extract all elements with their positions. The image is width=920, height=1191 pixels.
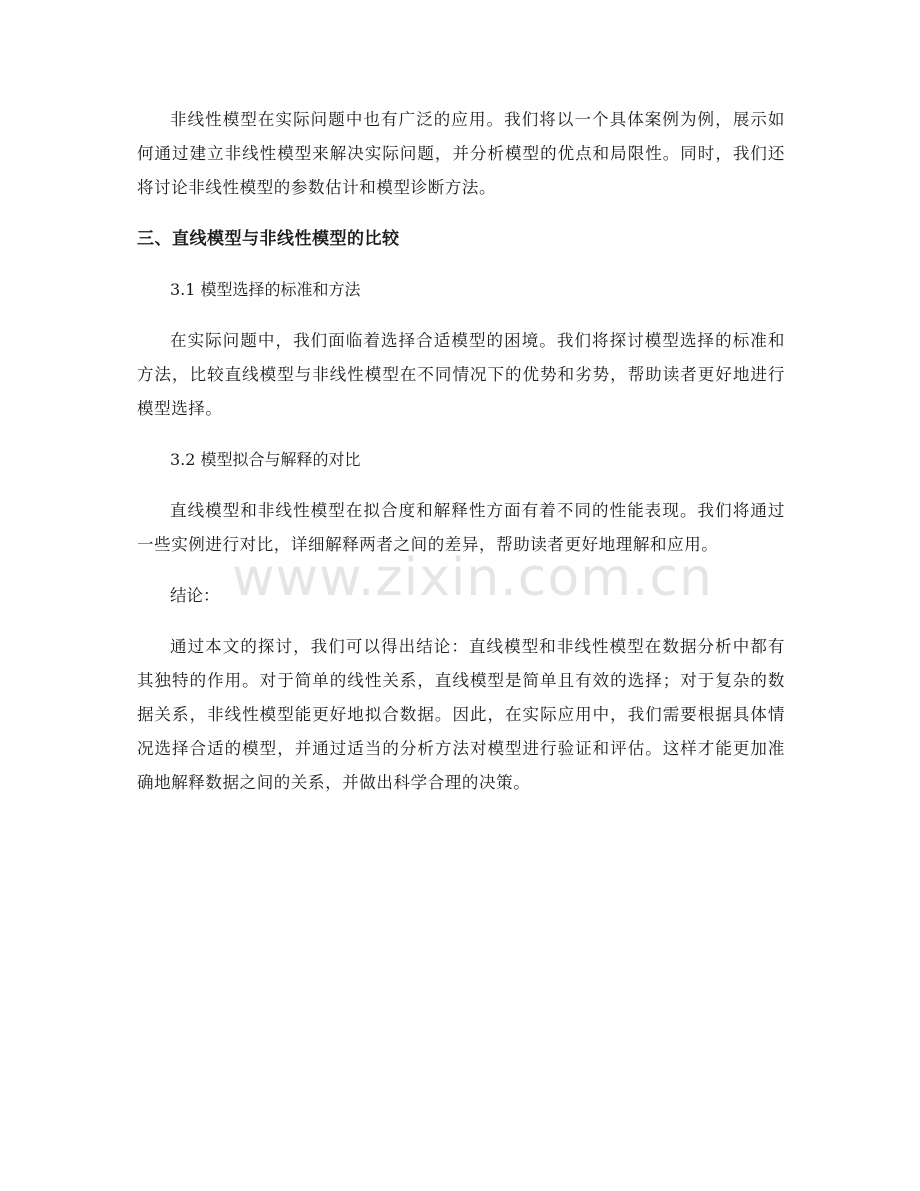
document-body	[137, 103, 785, 800]
section-3-2-heading: 3.2 模型拟合与解释的对比	[170, 450, 361, 469]
section-3-2-paragraph: 直线模型和非线性模型在拟合度和解释性方面有着不同的性能表现。我们将通过一些实例进行对比，详细解释两者之间的差异，帮助读者更好地理解和应用。	[137, 501, 785, 554]
section-3-1-heading: 3.1 模型选择的标准和方法	[170, 280, 361, 299]
intro-paragraph: 非线性模型在实际问题中也有广泛的应用。我们将以一个具体案例为例，展示如何通过建立非线性模型来解决实际问题，并分析模型的优点和局限性。同时，我们还将讨论非线性模型的参数估计和模型诊断方法。	[137, 110, 785, 197]
watermark-text: www.zixin.com.cn	[232, 548, 713, 608]
section-3-1-paragraph: 在实际问题中，我们面临着选择合适模型的困境。我们将探讨模型选择的标准和方法，比较直线模型与非线性模型在不同情况下的优势和劣势，帮助读者更好地进行模型选择。	[137, 331, 785, 418]
conclusion-label: 结论：	[170, 586, 220, 605]
section-3-heading: 三、直线模型与非线性模型的比较	[137, 229, 400, 249]
conclusion-paragraph: 通过本文的探讨，我们可以得出结论：直线模型和非线性模型在数据分析中都有其独特的作用。对于简单的线性关系，直线模型是简单且有效的选择；对于复杂的数据关系，非线性模型能更好地拟合数据。因此，在实际应用中，我们需要根据具体情况选择合适的模型，并通过适当的分析方法对模型进行验证和评估。这样才能更加准确地解释数据之间的关系，并做出科学合理的决策。	[137, 637, 785, 792]
